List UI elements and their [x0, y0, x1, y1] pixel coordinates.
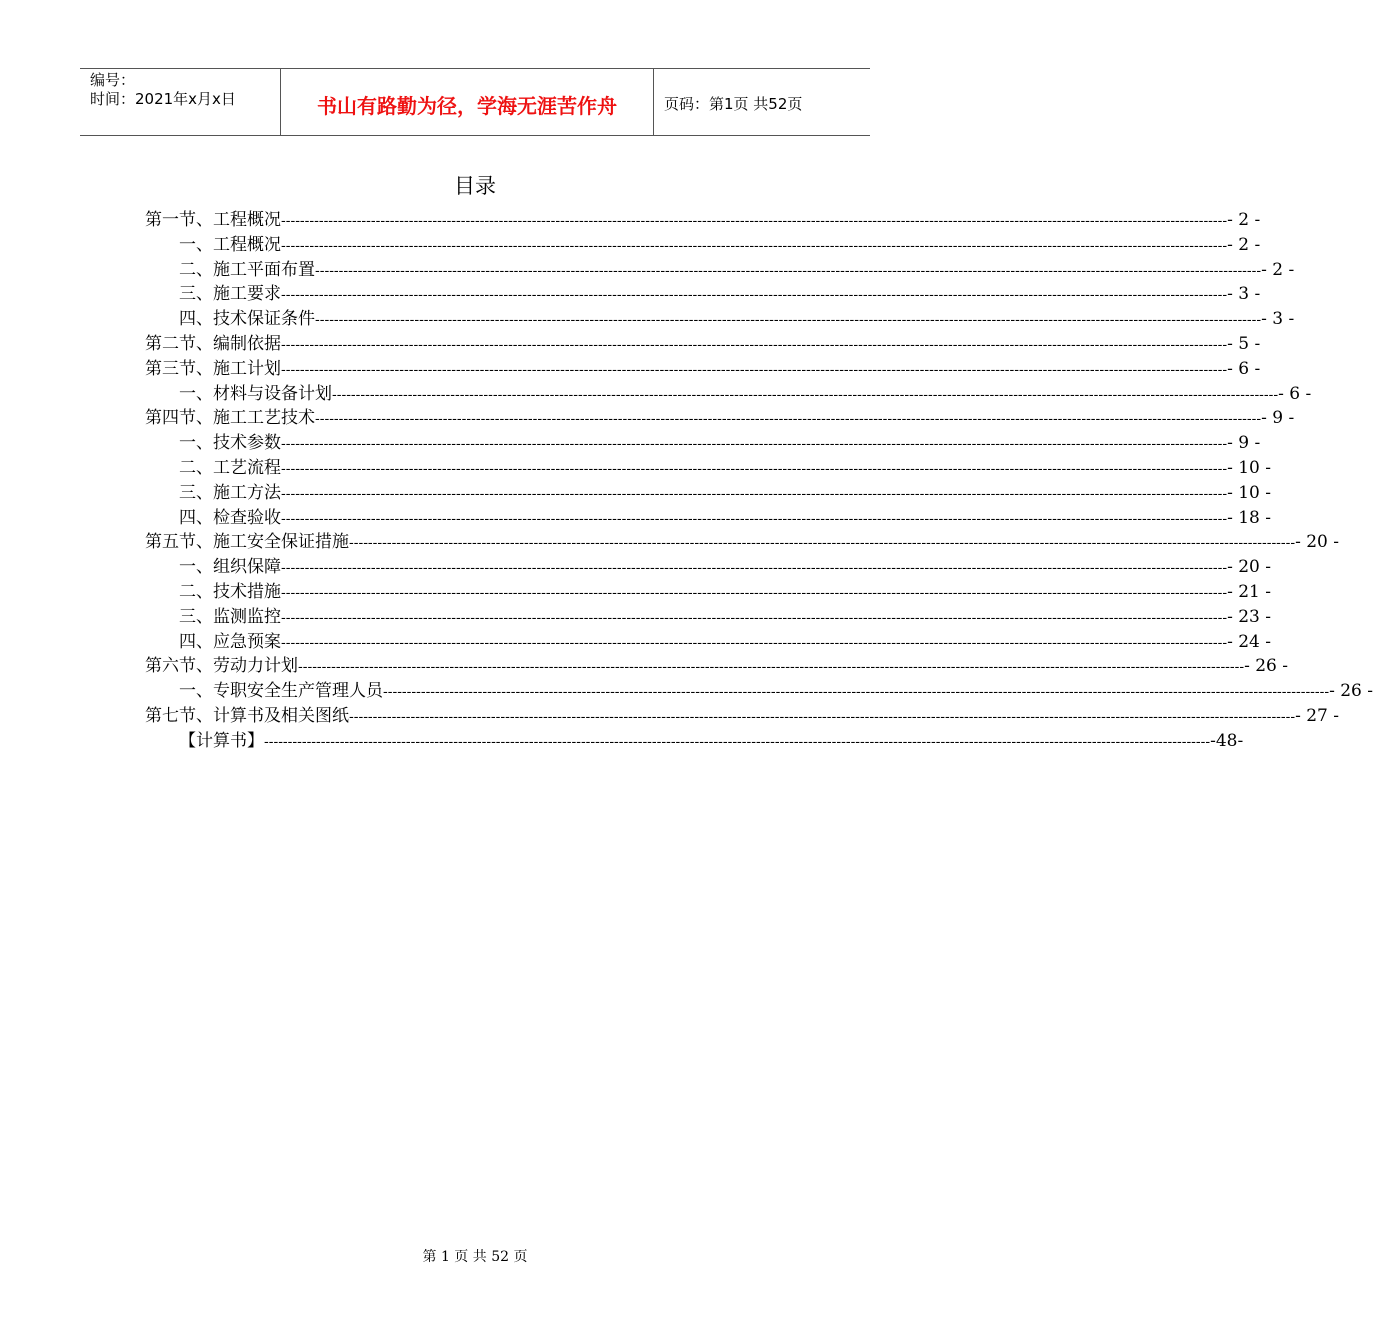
toc-entry-page: -48- — [1210, 730, 1244, 751]
toc-entry-text: 一、专职安全生产管理人员 — [179, 681, 383, 702]
toc-leader-dashes: -------------------------------------------------------------------------------------------------------------------------------------------------------------------------------------------------------- — [349, 535, 1296, 552]
toc-entry[interactable] — [145, 481, 1272, 506]
toc-leader-dashes: -------------------------------------------------------------------------------------------------------------------------------------------------------------------------------------------------------- — [281, 584, 1228, 601]
toc-entry-text: 三、施工要求 — [179, 284, 281, 305]
toc-entry-text: 一、技术参数 — [179, 433, 281, 454]
toc-entry[interactable] — [145, 729, 1244, 754]
toc-entry-page: - 27 - — [1295, 705, 1340, 726]
toc-entry-page: - 6 - — [1227, 358, 1261, 379]
toc-leader-dashes: -------------------------------------------------------------------------------------------------------------------------------------------------------------------------------------------------------- — [281, 436, 1228, 453]
toc-leader-dashes: -------------------------------------------------------------------------------------------------------------------------------------------------------------------------------------------------------- — [281, 336, 1228, 353]
toc-entry-text: 第七节、计算书及相关图纸 — [145, 705, 349, 726]
toc-leader-dashes: -------------------------------------------------------------------------------------------------------------------------------------------------------------------------------------------------------- — [281, 560, 1228, 577]
toc-leader-dashes: -------------------------------------------------------------------------------------------------------------------------------------------------------------------------------------------------------- — [281, 287, 1228, 304]
toc-entry-page: - 2 - — [1227, 210, 1261, 230]
toc-entry-page: - 24 - — [1227, 631, 1272, 652]
toc-entry-page: - 5 - — [1227, 333, 1261, 354]
toc-entry[interactable] — [145, 307, 1295, 332]
toc-entry-text: 一、组织保障 — [179, 557, 281, 578]
toc-leader-dashes: -------------------------------------------------------------------------------------------------------------------------------------------------------------------------------------------------------- — [281, 634, 1228, 651]
number-label: 编号： — [90, 71, 136, 89]
toc-leader-dashes: -------------------------------------------------------------------------------------------------------------------------------------------------------------------------------------------------------- — [281, 460, 1228, 477]
toc-leader-dashes: -------------------------------------------------------------------------------------------------------------------------------------------------------------------------------------------------------- — [315, 262, 1262, 279]
header-meta-cell — [80, 69, 281, 135]
toc-entry[interactable] — [145, 580, 1272, 605]
toc-entry[interactable] — [145, 654, 1289, 679]
toc-entry[interactable] — [145, 555, 1272, 580]
toc-entry-page: - 10 - — [1227, 457, 1272, 478]
toc-entry-page: - 20 - — [1295, 532, 1340, 553]
toc-entry-text: 二、工艺流程 — [179, 457, 281, 478]
toc-entry[interactable] — [145, 605, 1272, 630]
toc-entry[interactable] — [145, 208, 1261, 233]
toc-entry[interactable] — [145, 506, 1272, 531]
toc-leader-dashes: -------------------------------------------------------------------------------------------------------------------------------------------------------------------------------------------------------- — [332, 386, 1279, 403]
toc-entry[interactable] — [145, 530, 1340, 555]
toc-leader-dashes: -------------------------------------------------------------------------------------------------------------------------------------------------------------------------------------------------------- — [298, 659, 1245, 676]
toc-entry[interactable] — [145, 456, 1272, 481]
toc-leader-dashes: -------------------------------------------------------------------------------------------------------------------------------------------------------------------------------------------------------- — [281, 609, 1228, 626]
toc-leader-dashes: -------------------------------------------------------------------------------------------------------------------------------------------------------------------------------------------------------- — [281, 510, 1228, 527]
toc-entry[interactable] — [145, 431, 1261, 456]
toc-entry[interactable] — [145, 704, 1340, 729]
header-slogan: 书山有路勤为径，学海无涯苦作舟 — [281, 69, 654, 135]
toc-leader-dashes: -------------------------------------------------------------------------------------------------------------------------------------------------------------------------------------------------------- — [281, 361, 1228, 378]
toc-entry-text: 二、技术措施 — [179, 581, 281, 602]
toc-leader-dashes: -------------------------------------------------------------------------------------------------------------------------------------------------------------------------------------------------------- — [383, 684, 1330, 701]
toc-leader-dashes: -------------------------------------------------------------------------------------------------------------------------------------------------------------------------------------------------------- — [281, 485, 1228, 502]
toc-entry-page: - 23 - — [1227, 606, 1272, 627]
toc-entry-page: - 3 - — [1227, 284, 1261, 305]
table-of-contents — [145, 208, 1373, 754]
toc-entry[interactable] — [145, 357, 1261, 382]
toc-leader-dashes: -------------------------------------------------------------------------------------------------------------------------------------------------------------------------------------------------------- — [264, 733, 1211, 750]
toc-entry-page: - 10 - — [1227, 482, 1272, 503]
toc-entry-page: - 3 - — [1261, 309, 1295, 330]
time-label: 时间：2021年x月x日 — [90, 90, 236, 108]
toc-entry[interactable] — [145, 382, 1312, 407]
toc-entry[interactable] — [145, 332, 1261, 357]
toc-entry[interactable] — [145, 282, 1261, 307]
toc-entry-text: 【计算书】 — [179, 730, 264, 751]
toc-entry-text: 一、材料与设备计划 — [179, 383, 332, 404]
toc-entry-page: - 9 - — [1261, 408, 1295, 429]
toc-entry-page: - 18 - — [1227, 507, 1272, 528]
toc-entry-text: 一、工程概况 — [179, 234, 281, 255]
toc-entry-page: - 26 - — [1329, 681, 1373, 702]
toc-leader-dashes: -------------------------------------------------------------------------------------------------------------------------------------------------------------------------------------------------------- — [315, 312, 1262, 329]
toc-entry-text: 第一节、工程概况 — [145, 210, 281, 230]
toc-entry-page: - 2 - — [1261, 259, 1295, 280]
toc-entry-page: - 20 - — [1227, 557, 1272, 578]
toc-leader-dashes: -------------------------------------------------------------------------------------------------------------------------------------------------------------------------------------------------------- — [349, 708, 1296, 725]
toc-entry[interactable] — [145, 406, 1295, 431]
toc-entry[interactable] — [145, 630, 1272, 655]
toc-entry-text: 三、监测监控 — [179, 606, 281, 627]
toc-entry-page: - 6 - — [1278, 383, 1312, 404]
toc-leader-dashes: -------------------------------------------------------------------------------------------------------------------------------------------------------------------------------------------------------- — [315, 411, 1262, 428]
header-page-label: 页码：第1页 共52页 — [664, 94, 803, 113]
toc-entry-text: 第四节、施工工艺技术 — [145, 408, 315, 429]
toc-entry-text: 三、施工方法 — [179, 482, 281, 503]
toc-entry-text: 四、检查验收 — [179, 507, 281, 528]
toc-entry-page: - 2 - — [1227, 234, 1261, 255]
toc-entry-page: - 21 - — [1227, 581, 1272, 602]
toc-entry-text: 第二节、编制依据 — [145, 333, 281, 354]
toc-entry[interactable] — [145, 679, 1373, 704]
toc-leader-dashes: -------------------------------------------------------------------------------------------------------------------------------------------------------------------------------------------------------- — [281, 213, 1228, 229]
toc-entry-text: 第五节、施工安全保证措施 — [145, 532, 349, 553]
toc-entry[interactable] — [145, 233, 1261, 258]
toc-entry-text: 第六节、劳动力计划 — [145, 656, 298, 677]
toc-entry-page: - 26 - — [1244, 656, 1289, 677]
toc-entry-text: 第三节、施工计划 — [145, 358, 281, 379]
page-footer: 第 1 页 共 52 页 — [422, 1249, 528, 1265]
document-header — [80, 68, 870, 136]
toc-title: 目录 — [454, 174, 496, 198]
toc-entry-text: 四、技术保证条件 — [179, 309, 315, 330]
toc-entry-text: 二、施工平面布置 — [179, 259, 315, 280]
toc-entry-text: 四、应急预案 — [179, 631, 281, 652]
toc-leader-dashes: -------------------------------------------------------------------------------------------------------------------------------------------------------------------------------------------------------- — [281, 237, 1228, 254]
toc-entry[interactable] — [145, 258, 1295, 283]
toc-entry-page: - 9 - — [1227, 433, 1261, 454]
